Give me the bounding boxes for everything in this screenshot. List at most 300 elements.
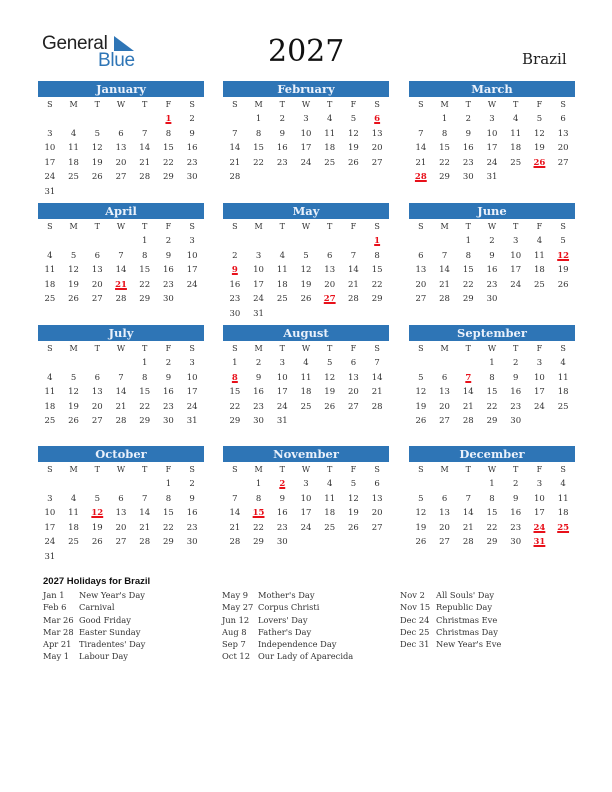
day-cell: 16 bbox=[510, 387, 522, 397]
holiday-name: Labour Day bbox=[79, 651, 128, 662]
day-cell: 2 bbox=[465, 114, 471, 124]
day-cell: 26 bbox=[68, 416, 79, 426]
day-cell: 5 bbox=[70, 250, 77, 261]
day-cell: 6 bbox=[374, 479, 380, 489]
day-cell: 24 bbox=[186, 279, 198, 290]
holiday-day-cell: 15 bbox=[252, 508, 265, 518]
day-cell: 5 bbox=[418, 493, 424, 504]
day-cell: 28 bbox=[371, 401, 383, 412]
holiday-row bbox=[43, 639, 145, 651]
weekday-label: T bbox=[142, 344, 148, 353]
day-cell: 9 bbox=[255, 372, 262, 383]
weekday-label: W bbox=[116, 222, 126, 231]
weekday-label: F bbox=[165, 100, 172, 109]
day-cell: 7 bbox=[465, 493, 471, 504]
weekday-label: S bbox=[374, 100, 380, 109]
month-header: February bbox=[223, 81, 389, 97]
empty-day-cell bbox=[270, 234, 294, 249]
day-cell: 2 bbox=[165, 236, 172, 246]
day-cell: 28 bbox=[115, 416, 127, 426]
day-cell: 14 bbox=[462, 387, 474, 397]
weekday-label: M bbox=[254, 100, 263, 109]
day-cell: 28 bbox=[229, 172, 241, 182]
day-cell: 15 bbox=[139, 387, 151, 397]
day-cell: 9 bbox=[512, 372, 519, 383]
day-cell: 7 bbox=[232, 128, 238, 139]
day-cell: 22 bbox=[139, 279, 151, 290]
day-cell: 17 bbox=[276, 387, 288, 397]
month-july bbox=[38, 325, 204, 429]
day-cell: 4 bbox=[326, 114, 333, 124]
weekday-label: S bbox=[560, 100, 566, 109]
day-cell: 23 bbox=[163, 401, 174, 412]
day-cell: 14 bbox=[462, 508, 474, 518]
day-cell: 9 bbox=[489, 250, 495, 261]
weekday-label: W bbox=[116, 344, 126, 353]
day-cell: 3 bbox=[255, 250, 262, 261]
day-cell: 26 bbox=[91, 537, 103, 547]
day-cell: 28 bbox=[115, 294, 127, 304]
day-cell: 18 bbox=[324, 508, 336, 518]
empty-day-cell bbox=[409, 356, 433, 371]
calendar-year-title: 2027 bbox=[268, 34, 345, 69]
day-cell: 16 bbox=[510, 508, 522, 518]
empty-day-cell bbox=[85, 112, 109, 127]
holiday-date: Mar 26 bbox=[43, 614, 74, 625]
day-cell: 13 bbox=[91, 387, 103, 397]
day-cell: 5 bbox=[94, 128, 100, 139]
month-header: October bbox=[38, 446, 204, 462]
empty-day-cell bbox=[62, 112, 86, 127]
holiday-day-cell: 6 bbox=[374, 114, 381, 124]
day-cell: 22 bbox=[139, 401, 151, 412]
day-cell: 10 bbox=[186, 372, 198, 383]
empty-day-cell bbox=[38, 234, 62, 249]
day-cell: 15 bbox=[462, 265, 474, 275]
day-cell: 21 bbox=[229, 522, 241, 533]
day-cell: 14 bbox=[371, 372, 383, 383]
empty-day-cell bbox=[247, 234, 271, 249]
day-cell: 13 bbox=[115, 143, 127, 153]
day-cell: 29 bbox=[253, 537, 264, 547]
day-cell: 30 bbox=[276, 537, 288, 547]
day-cell: 8 bbox=[489, 372, 495, 383]
day-cell: 4 bbox=[560, 479, 566, 489]
holiday-date: May 1 bbox=[43, 651, 70, 662]
holiday-row bbox=[43, 590, 145, 602]
empty-day-cell bbox=[38, 356, 62, 371]
day-cell: 7 bbox=[232, 493, 238, 504]
day-cell: 5 bbox=[94, 493, 100, 504]
weekday-label: W bbox=[301, 344, 311, 353]
day-cell: 11 bbox=[557, 493, 569, 504]
holiday-day-cell: 25 bbox=[557, 522, 570, 533]
weekday-label: M bbox=[254, 222, 263, 231]
day-cell: 4 bbox=[47, 250, 53, 261]
day-cell: 8 bbox=[465, 250, 471, 261]
day-cell: 24 bbox=[44, 537, 56, 547]
weekday-label: S bbox=[189, 465, 195, 474]
day-cell: 29 bbox=[439, 172, 450, 182]
logo-text-general: General bbox=[42, 33, 108, 54]
day-cell: 15 bbox=[253, 143, 264, 153]
day-cell: 28 bbox=[229, 537, 241, 547]
holiday-row bbox=[222, 651, 353, 663]
day-cell: 14 bbox=[115, 265, 127, 275]
month-march bbox=[409, 81, 575, 185]
day-cell: 28 bbox=[462, 537, 474, 547]
empty-day-cell bbox=[85, 234, 109, 249]
day-cell: 15 bbox=[229, 387, 241, 397]
day-cell: 2 bbox=[232, 250, 238, 261]
day-cell: 1 bbox=[165, 479, 172, 489]
weekday-label: M bbox=[440, 465, 449, 474]
holiday-date: Nov 15 bbox=[400, 602, 431, 613]
day-cell: 14 bbox=[348, 265, 359, 275]
day-cell: 17 bbox=[486, 143, 498, 153]
day-cell: 6 bbox=[118, 493, 124, 504]
generalblue-logo bbox=[42, 33, 142, 73]
day-cell: 11 bbox=[276, 265, 288, 275]
holiday-row bbox=[222, 615, 353, 627]
day-cell: 1 bbox=[255, 114, 262, 124]
day-cell: 15 bbox=[139, 265, 151, 275]
day-cell: 29 bbox=[163, 537, 174, 547]
logo-text-blue: Blue bbox=[98, 50, 135, 71]
day-cell: 15 bbox=[371, 265, 383, 275]
day-cell: 31 bbox=[276, 416, 288, 426]
holiday-date: Aug 8 bbox=[222, 626, 247, 637]
month-day-grid bbox=[409, 97, 575, 185]
weekday-label: M bbox=[440, 222, 449, 231]
day-cell: 6 bbox=[441, 493, 448, 504]
day-cell: 5 bbox=[350, 479, 357, 489]
day-cell: 2 bbox=[189, 479, 195, 489]
day-cell: 15 bbox=[439, 143, 450, 153]
day-cell: 3 bbox=[303, 114, 309, 124]
day-cell: 18 bbox=[300, 387, 312, 397]
day-cell: 3 bbox=[189, 236, 195, 246]
holiday-name: All Souls' Day bbox=[436, 590, 495, 600]
day-cell: 17 bbox=[534, 508, 545, 518]
holiday-row bbox=[43, 627, 145, 639]
empty-day-cell bbox=[38, 477, 62, 492]
day-cell: 3 bbox=[47, 128, 53, 139]
day-cell: 22 bbox=[163, 157, 174, 168]
day-cell: 18 bbox=[324, 143, 336, 153]
holiday-day-cell: 7 bbox=[465, 372, 472, 383]
day-cell: 9 bbox=[165, 250, 172, 261]
day-cell: 9 bbox=[189, 493, 195, 504]
day-cell: 14 bbox=[139, 143, 151, 153]
weekday-label: M bbox=[69, 465, 78, 474]
month-day-grid bbox=[38, 97, 204, 199]
day-cell: 22 bbox=[462, 279, 474, 290]
day-cell: 4 bbox=[326, 479, 333, 489]
day-cell: 10 bbox=[44, 143, 56, 153]
day-cell: 3 bbox=[536, 479, 543, 489]
day-cell: 4 bbox=[70, 493, 77, 504]
day-cell: 21 bbox=[415, 157, 427, 168]
holiday-name: New Year's Day bbox=[79, 590, 145, 600]
day-cell: 20 bbox=[439, 522, 450, 533]
day-cell: 22 bbox=[163, 522, 174, 533]
day-cell: 6 bbox=[94, 372, 100, 383]
day-cell: 20 bbox=[91, 401, 103, 412]
day-cell: 17 bbox=[253, 279, 264, 290]
day-cell: 2 bbox=[189, 114, 195, 124]
holiday-date: Feb 6 bbox=[43, 602, 67, 613]
month-day-grid bbox=[223, 341, 389, 429]
day-cell: 29 bbox=[371, 294, 383, 304]
day-cell: 9 bbox=[279, 493, 285, 504]
weekday-label: S bbox=[374, 222, 380, 231]
day-cell: 11 bbox=[44, 387, 56, 397]
day-cell: 14 bbox=[229, 508, 241, 518]
weekday-label: S bbox=[189, 344, 195, 353]
day-cell: 19 bbox=[557, 265, 569, 275]
holiday-row bbox=[400, 639, 501, 651]
day-cell: 17 bbox=[300, 508, 312, 518]
weekday-label: F bbox=[350, 344, 357, 353]
holiday-name: Carnival bbox=[79, 602, 115, 613]
day-cell: 17 bbox=[186, 265, 198, 275]
weekday-label: W bbox=[116, 465, 126, 474]
month-day-grid bbox=[38, 219, 204, 307]
holiday-day-cell: 8 bbox=[231, 372, 238, 383]
day-cell: 18 bbox=[557, 508, 569, 518]
day-cell: 13 bbox=[557, 128, 569, 139]
day-cell: 13 bbox=[348, 372, 359, 383]
weekday-label: T bbox=[513, 222, 519, 231]
day-cell: 14 bbox=[229, 143, 241, 153]
month-february bbox=[223, 81, 389, 185]
empty-day-cell bbox=[456, 477, 480, 492]
day-cell: 26 bbox=[415, 416, 427, 426]
day-cell: 18 bbox=[534, 265, 545, 275]
holiday-name: New Year's Eve bbox=[436, 639, 502, 650]
day-cell: 25 bbox=[44, 416, 56, 426]
weekday-label: W bbox=[487, 222, 497, 231]
day-cell: 11 bbox=[324, 493, 336, 504]
weekday-label: M bbox=[254, 344, 263, 353]
day-cell: 25 bbox=[557, 401, 569, 412]
day-cell: 20 bbox=[91, 279, 103, 290]
day-cell: 16 bbox=[229, 279, 241, 290]
day-cell: 11 bbox=[68, 508, 79, 518]
holiday-name: Christmas Day bbox=[436, 626, 498, 637]
weekday-label: T bbox=[327, 465, 333, 474]
day-cell: 18 bbox=[68, 157, 79, 168]
weekday-label: M bbox=[440, 344, 449, 353]
day-cell: 27 bbox=[371, 522, 383, 533]
empty-day-cell bbox=[433, 356, 457, 371]
day-cell: 13 bbox=[115, 508, 127, 518]
day-cell: 5 bbox=[560, 236, 566, 246]
holiday-row bbox=[222, 627, 353, 639]
day-cell: 6 bbox=[418, 250, 424, 261]
day-cell: 12 bbox=[324, 372, 336, 383]
empty-day-cell bbox=[433, 234, 457, 249]
day-cell: 19 bbox=[91, 157, 103, 168]
weekday-label: S bbox=[374, 344, 380, 353]
day-cell: 20 bbox=[115, 522, 127, 533]
day-cell: 12 bbox=[348, 128, 359, 139]
empty-day-cell bbox=[223, 112, 247, 127]
day-cell: 28 bbox=[462, 416, 474, 426]
day-cell: 12 bbox=[415, 508, 427, 518]
weekday-label: M bbox=[440, 100, 449, 109]
day-cell: 1 bbox=[489, 479, 495, 489]
weekday-label: S bbox=[47, 222, 53, 231]
weekday-label: F bbox=[536, 222, 543, 231]
day-cell: 11 bbox=[557, 372, 569, 383]
weekday-label: M bbox=[69, 100, 78, 109]
month-header: March bbox=[409, 81, 575, 97]
day-cell: 30 bbox=[163, 294, 174, 304]
weekday-label: F bbox=[350, 100, 357, 109]
month-january bbox=[38, 81, 204, 199]
day-cell: 26 bbox=[91, 172, 103, 182]
day-cell: 16 bbox=[163, 265, 174, 275]
logo-triangle-icon bbox=[114, 36, 134, 51]
day-cell: 12 bbox=[68, 387, 79, 397]
weekday-label: T bbox=[513, 100, 519, 109]
day-cell: 13 bbox=[371, 493, 383, 504]
day-cell: 27 bbox=[91, 294, 103, 304]
month-day-grid bbox=[409, 341, 575, 429]
month-day-grid bbox=[409, 219, 575, 307]
month-october bbox=[38, 446, 204, 564]
day-cell: 10 bbox=[510, 250, 522, 261]
holiday-name: Corpus Christi bbox=[258, 602, 320, 613]
day-cell: 19 bbox=[68, 279, 79, 290]
day-cell: 1 bbox=[232, 358, 238, 368]
day-cell: 23 bbox=[186, 522, 198, 533]
day-cell: 9 bbox=[279, 128, 285, 139]
day-cell: 25 bbox=[68, 172, 79, 182]
day-cell: 24 bbox=[534, 401, 545, 412]
day-cell: 27 bbox=[439, 537, 450, 547]
weekday-label: T bbox=[94, 344, 100, 353]
day-cell: 10 bbox=[534, 372, 545, 383]
holiday-day-cell: 9 bbox=[231, 265, 238, 275]
weekday-label: T bbox=[465, 100, 471, 109]
day-cell: 2 bbox=[165, 358, 172, 368]
weekday-label: F bbox=[536, 465, 543, 474]
day-cell: 7 bbox=[350, 250, 357, 261]
day-cell: 14 bbox=[115, 387, 127, 397]
month-december bbox=[409, 446, 575, 550]
holiday-name: Independence Day bbox=[258, 639, 337, 650]
empty-day-cell bbox=[433, 477, 457, 492]
day-cell: 23 bbox=[253, 401, 264, 412]
day-cell: 19 bbox=[415, 401, 427, 412]
day-cell: 13 bbox=[371, 128, 383, 139]
weekday-label: T bbox=[142, 100, 148, 109]
day-cell: 13 bbox=[91, 265, 103, 275]
holiday-day-cell: 31 bbox=[533, 537, 546, 547]
weekday-label: F bbox=[350, 465, 357, 474]
day-cell: 20 bbox=[115, 157, 127, 168]
country-label: Brazil bbox=[522, 50, 567, 68]
day-cell: 8 bbox=[255, 128, 262, 139]
day-cell: 26 bbox=[348, 157, 359, 168]
weekday-label: W bbox=[116, 100, 126, 109]
holiday-date: Apr 21 bbox=[43, 639, 72, 650]
holiday-row bbox=[400, 627, 501, 639]
weekday-label: T bbox=[142, 465, 148, 474]
day-cell: 2 bbox=[512, 479, 519, 489]
day-cell: 8 bbox=[255, 493, 262, 504]
day-cell: 5 bbox=[536, 114, 543, 124]
empty-day-cell bbox=[62, 234, 86, 249]
weekday-label: S bbox=[47, 344, 53, 353]
day-cell: 4 bbox=[303, 358, 309, 368]
empty-day-cell bbox=[409, 234, 433, 249]
day-cell: 6 bbox=[350, 358, 357, 368]
holiday-date: May 27 bbox=[222, 602, 254, 613]
day-cell: 13 bbox=[439, 508, 450, 518]
day-cell: 12 bbox=[300, 265, 312, 275]
holiday-name: Christmas Eve bbox=[436, 614, 498, 625]
month-september bbox=[409, 325, 575, 429]
day-cell: 16 bbox=[276, 143, 288, 153]
day-cell: 18 bbox=[44, 279, 56, 290]
weekday-label: S bbox=[189, 100, 195, 109]
day-cell: 21 bbox=[462, 522, 474, 533]
holiday-name: Mother's Day bbox=[258, 590, 315, 600]
month-april bbox=[38, 203, 204, 307]
day-cell: 9 bbox=[512, 493, 519, 504]
month-header: May bbox=[223, 203, 389, 219]
month-header: April bbox=[38, 203, 204, 219]
day-cell: 20 bbox=[371, 508, 383, 518]
day-cell: 25 bbox=[276, 294, 288, 304]
empty-day-cell bbox=[223, 477, 247, 492]
day-cell: 24 bbox=[44, 172, 56, 182]
day-cell: 17 bbox=[44, 522, 56, 533]
day-cell: 14 bbox=[139, 508, 151, 518]
holidays-title: 2027 Holidays for Brazil bbox=[43, 576, 151, 587]
day-cell: 23 bbox=[510, 522, 522, 533]
day-cell: 24 bbox=[276, 401, 288, 412]
day-cell: 23 bbox=[276, 157, 288, 168]
day-cell: 11 bbox=[300, 372, 312, 383]
day-cell: 24 bbox=[300, 522, 312, 533]
holiday-day-cell: 12 bbox=[557, 250, 570, 261]
day-cell: 25 bbox=[44, 294, 56, 304]
day-cell: 30 bbox=[186, 537, 198, 547]
holiday-name: Good Friday bbox=[79, 614, 131, 625]
day-cell: 4 bbox=[560, 358, 566, 368]
day-cell: 1 bbox=[255, 479, 262, 489]
day-cell: 31 bbox=[486, 172, 498, 182]
weekday-label: W bbox=[487, 344, 497, 353]
day-cell: 30 bbox=[186, 172, 198, 182]
day-cell: 30 bbox=[510, 537, 522, 547]
weekday-label: S bbox=[560, 344, 566, 353]
day-cell: 22 bbox=[253, 157, 264, 168]
day-cell: 23 bbox=[462, 157, 474, 168]
day-cell: 30 bbox=[510, 416, 522, 426]
holiday-day-cell: 28 bbox=[414, 172, 427, 182]
day-cell: 11 bbox=[44, 265, 56, 275]
holiday-row bbox=[400, 615, 501, 627]
day-cell: 5 bbox=[303, 250, 309, 261]
day-cell: 3 bbox=[47, 493, 53, 504]
day-cell: 8 bbox=[141, 372, 148, 383]
